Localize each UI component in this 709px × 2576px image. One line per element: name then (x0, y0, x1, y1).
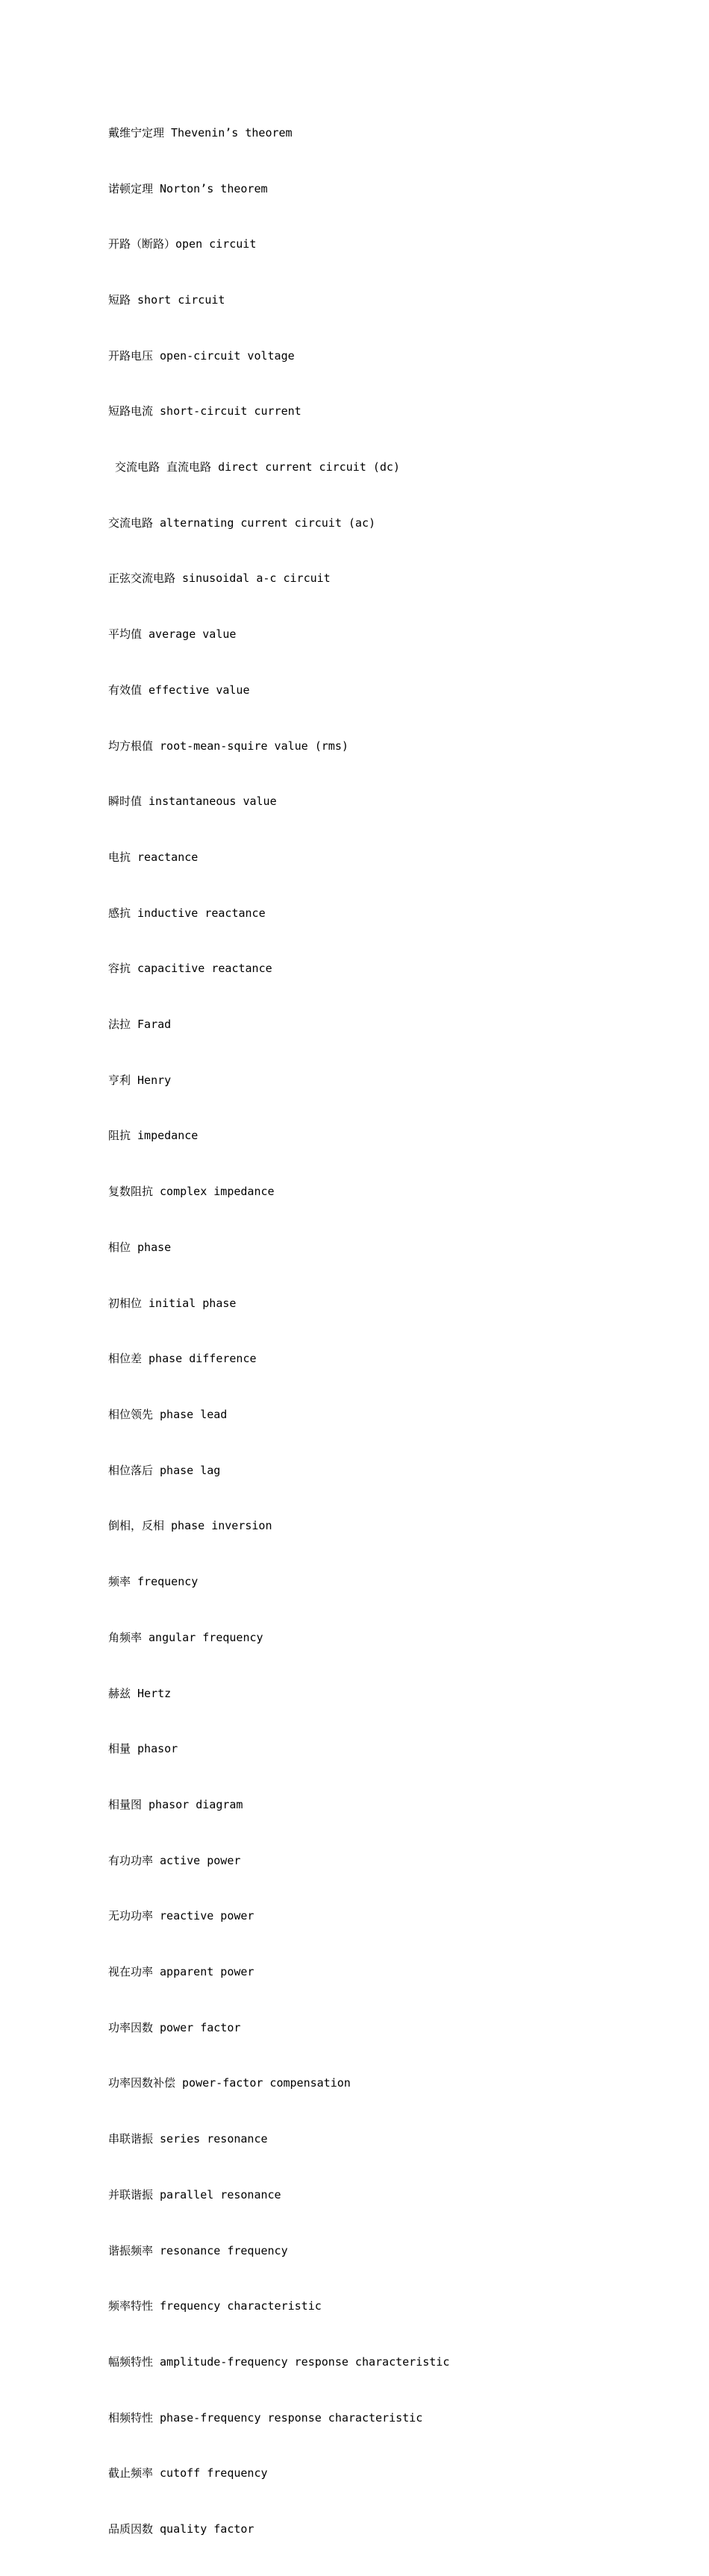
glossary-line: 幅频特性 amplitude-frequency response characteristic (108, 2354, 450, 2369)
glossary-line: 瞬时值 instantaneous value (108, 795, 277, 809)
glossary-line: 相量图 phasor diagram (108, 1797, 243, 1811)
glossary-line: 有效值 effective value (108, 683, 250, 697)
glossary-line: 相位落后 phase lag (108, 1463, 221, 1477)
glossary-line: 开路（断路）open circuit (108, 237, 257, 251)
glossary-line: 相位差 phase difference (108, 1352, 257, 1366)
glossary-line: 复数阻抗 complex impedance (108, 1185, 275, 1199)
glossary-line: 相频特性 phase-frequency response characteristic (108, 2410, 423, 2425)
glossary-line: 短路 short circuit (108, 292, 225, 307)
glossary-line: 开路电压 open-circuit voltage (108, 348, 295, 363)
glossary-line: 阻抗 impedance (108, 1129, 199, 1143)
glossary-line: 容抗 capacitive reactance (108, 962, 272, 976)
glossary-line: 诺顿定理 Norton’s theorem (108, 181, 268, 195)
glossary-line: 法拉 Farad (108, 1018, 172, 1032)
glossary-line: 交流电路 直流电路 direct current circuit (dc) (108, 460, 400, 474)
glossary-line: 谐振频率 resonance frequency (108, 2243, 288, 2257)
glossary-line: 感抗 inductive reactance (108, 906, 266, 920)
glossary-line: 频率特性 frequency characteristic (108, 2299, 322, 2313)
glossary-line: 电抗 reactance (108, 850, 199, 864)
glossary-line: 截止频率 cutoff frequency (108, 2466, 268, 2481)
glossary-line: 频率 frequency (108, 1575, 199, 1589)
glossary-line: 相位 phase (108, 1240, 172, 1254)
glossary-line: 初相位 initial phase (108, 1296, 237, 1310)
glossary-line: 品质因数 quality factor (108, 2522, 254, 2536)
glossary-line: 戴维宁定理 Thevenin’s theorem (108, 125, 293, 140)
glossary-line: 角频率 angular frequency (108, 1630, 263, 1644)
glossary-line: 相量 phasor (108, 1742, 178, 1756)
glossary-line: 功率因数补偿 power-factor compensation (108, 2076, 351, 2090)
glossary-line: 短路电流 short-circuit current (108, 404, 302, 419)
glossary-line: 赫兹 Hertz (108, 1686, 172, 1700)
glossary-line: 均方根值 root-mean-squire value (rms) (108, 739, 349, 753)
glossary-line: 相位领先 phase lead (108, 1407, 228, 1421)
glossary-line: 功率因数 power factor (108, 2020, 241, 2034)
glossary-line: 平均值 average value (108, 627, 237, 642)
glossary-line: 串联谐振 series resonance (108, 2132, 268, 2146)
glossary-line: 并联谐振 parallel resonance (108, 2187, 281, 2201)
glossary-term-list (108, 87, 449, 2576)
glossary-line: 有功功率 active power (108, 1853, 241, 1867)
glossary-line: 视在功率 apparent power (108, 1965, 254, 1979)
glossary-line: 交流电路 alternating current circuit (ac) (108, 515, 376, 530)
glossary-line: 正弦交流电路 sinusoidal a-c circuit (108, 571, 331, 586)
glossary-line: 亨利 Henry (108, 1073, 172, 1087)
glossary-line: 无功功率 reactive power (108, 1909, 254, 1923)
glossary-line: 倒相，反相 phase inversion (108, 1519, 272, 1533)
